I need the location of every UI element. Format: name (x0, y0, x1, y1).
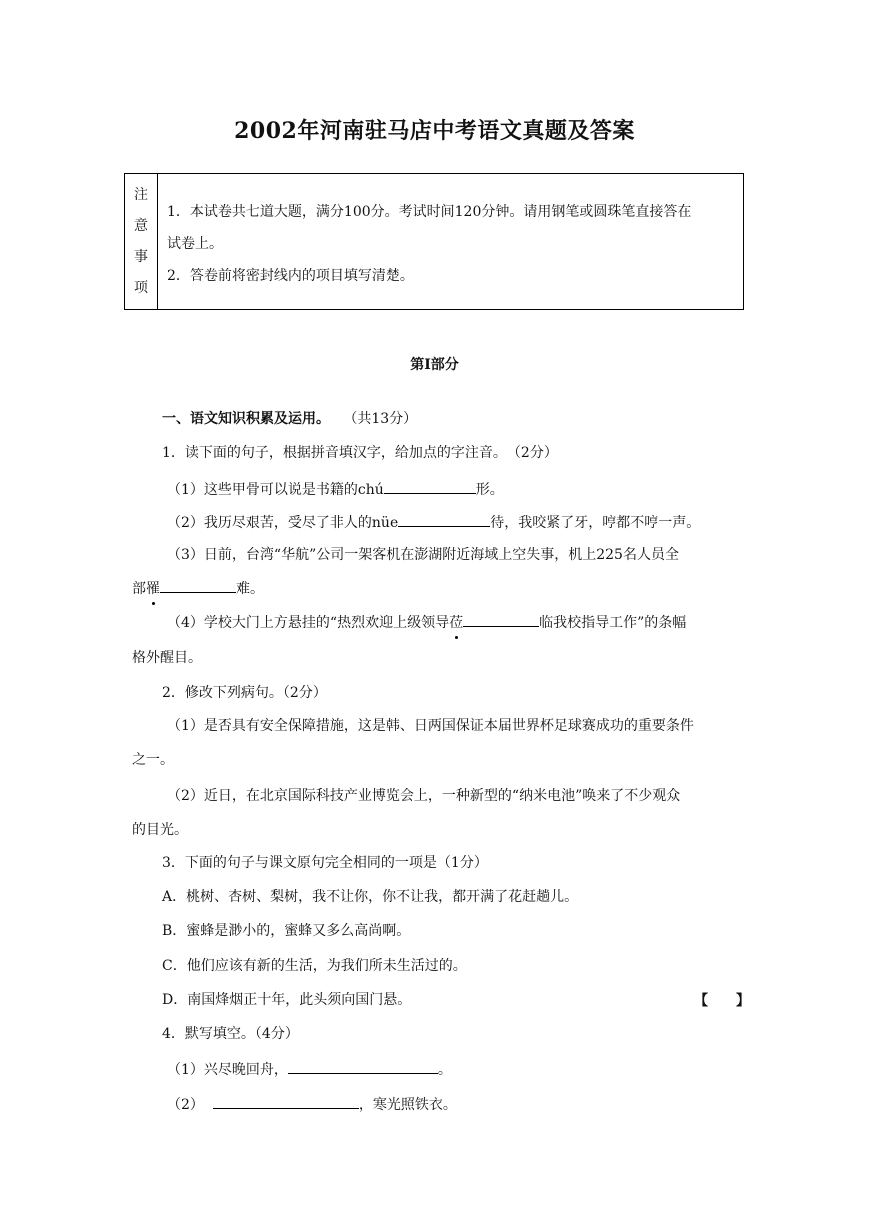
notice-label-char: 事 (134, 248, 148, 265)
q4-s1-text-end: 。 (437, 1062, 452, 1078)
q1-s3-pre: 部 (132, 581, 146, 597)
q1-sentence-3: （3）日前，台湾“华航”公司一架客机在澎湖附近海域上空失事，机上225名人员全 (167, 547, 679, 563)
dotted-char: 莅 (449, 615, 464, 631)
notice-label-char: 注 (134, 186, 148, 203)
q2-sentence-2-cont: 的目光。 (132, 822, 188, 838)
q1-sentence-4 (167, 612, 686, 633)
answer-blank[interactable] (213, 1094, 359, 1109)
q2-sentence-2: （2）近日，在北京国际科技产业博览会上，一种新型的“纳米电池”唤来了不少观众 (167, 788, 681, 804)
q4-stem: 4．默写填空。（4分） (162, 1026, 299, 1042)
answer-blank[interactable] (463, 612, 539, 627)
q1-sentence-4-cont: 格外醒目。 (132, 650, 202, 666)
answer-blank[interactable] (288, 1059, 438, 1074)
q1-s1-text-end: 形。 (475, 482, 504, 498)
q4-sentence-2 (167, 1094, 457, 1115)
q3-option-b: B．蜜蜂是渺小的，蜜蜂又多么高尚啊。 (162, 923, 411, 939)
q1-s1-text: （1）这些甲骨可以说是书籍的chú (167, 482, 384, 498)
notice-label-char: 意 (134, 217, 148, 234)
q1-s4-text-end: 临我校指导工作”的条幅 (539, 615, 687, 631)
part1-heading-line (162, 409, 417, 429)
answer-blank[interactable] (160, 578, 236, 593)
q1-sentence-2 (167, 512, 700, 533)
q4-s2-text: （2） (167, 1097, 204, 1113)
q2-stem: 2．修改下列病句。（2分） (162, 685, 327, 701)
q2-sentence-1: （1）是否具有安全保障措施，这是韩、日两国保证本届世界杯足球赛成功的重要条件 (167, 718, 694, 734)
q1-s2-text: （2）我历尽艰苦，受尽了非人的nüe (167, 515, 399, 531)
notice-label-char: 项 (134, 279, 148, 296)
q1-s4-text: （4）学校大门上方悬挂的“热烈欢迎上级领导 (167, 615, 450, 631)
notice-box (124, 173, 744, 310)
q4-s2-text-end: ，寒光照铁衣。 (358, 1097, 457, 1113)
notice-item: 1．本试卷共七道大题，满分100分。考试时间120分钟。请用钢笔或圆珠笔直接答在 (167, 204, 692, 220)
answer-bracket[interactable]: 【 】 (694, 993, 750, 1009)
q1-sentence-1 (167, 479, 504, 500)
notice-body (158, 174, 743, 309)
dotted-char: 罹 (146, 581, 160, 597)
q1-s3-text-end: 难。 (236, 581, 264, 597)
q3-stem: 3．下面的句子与课文原句完全相同的一项是（1分） (162, 855, 488, 871)
q1-sentence-3-cont (132, 578, 264, 599)
part1-heading: 一、语文知识积累及运用。 (162, 411, 330, 427)
q3-option-a: A．桃树、杏树、梨树，我不让你，你不让我，都开满了花赶趟儿。 (162, 889, 579, 905)
answer-blank[interactable] (384, 479, 476, 494)
notice-item: 试卷上。 (167, 236, 223, 252)
q1-stem: 1．读下面的句子，根据拼音填汉字，给加点的字注音。 （2分） (162, 445, 558, 461)
q4-sentence-1 (167, 1059, 452, 1080)
answer-blank[interactable] (398, 512, 490, 527)
q3-option-d: D．南国烽烟正十年，此头须向国门悬。 (162, 992, 412, 1008)
q3-option-c: C．他们应该有新的生活，为我们所未生活过的。 (162, 958, 467, 974)
part1-score: （共13分） (343, 411, 418, 427)
notice-label (125, 174, 158, 309)
document-title: 2002年河南驻马店中考语文真题及答案 (234, 118, 635, 144)
q1-s2-text-end: 待，我咬紧了牙，哼都不哼一声。 (490, 515, 701, 531)
notice-item: 2．答卷前将密封线内的项目填写清楚。 (167, 268, 414, 284)
q4-s1-text: （1）兴尽晚回舟， (167, 1062, 288, 1078)
section-title: 第Ⅰ部分 (410, 357, 459, 373)
q2-sentence-1-cont: 之一。 (132, 752, 174, 768)
